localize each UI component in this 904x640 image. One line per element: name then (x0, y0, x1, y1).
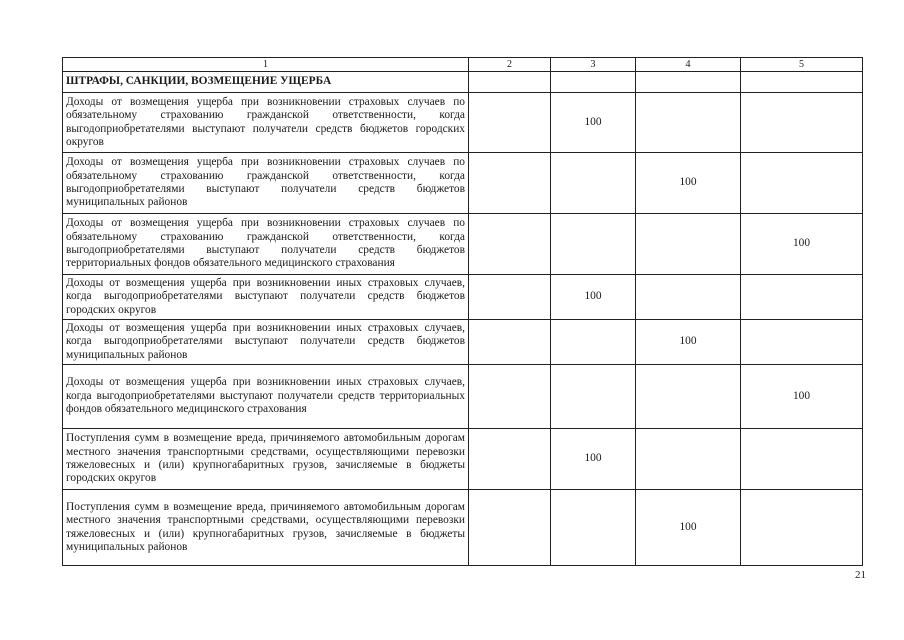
value-cell (469, 275, 551, 320)
value-cell: 100 (636, 490, 741, 566)
row-description: Доходы от возмещения ущерба при возникновении иных страховых случаев, когда выгодоприобретателями выступают получатели средств бюджетов муниципальных районов (63, 320, 469, 365)
table-row (63, 365, 863, 429)
value-cell (469, 490, 551, 566)
table-cell (741, 72, 863, 93)
column-header: 5 (741, 58, 863, 72)
table-row (63, 93, 863, 153)
value-cell (741, 275, 863, 320)
value-cell: 100 (741, 214, 863, 275)
value-cell (741, 320, 863, 365)
revenue-table (62, 57, 863, 566)
value-cell (636, 429, 741, 490)
value-cell (469, 365, 551, 429)
column-header: 2 (469, 58, 551, 72)
table-row (63, 275, 863, 320)
value-cell: 100 (551, 93, 636, 153)
table-row (63, 429, 863, 490)
value-cell (636, 275, 741, 320)
value-cell (469, 320, 551, 365)
value-cell (469, 93, 551, 153)
column-header: 3 (551, 58, 636, 72)
row-description: Доходы от возмещения ущерба при возникновении страховых случаев по обязательному страхованию гражданской ответственности, когда выгодоприобретателями выступают получатели средств бюджетов территориальных фондов обязательного медицинского страхования (63, 214, 469, 275)
page-number: 21 (855, 569, 866, 581)
value-cell (469, 153, 551, 214)
row-description: Доходы от возмещения ущерба при возникновении страховых случаев по обязательному страхованию гражданской ответственности, когда выгодоприобретателями выступают получатели средств бюджетов городских округов (63, 93, 469, 153)
row-description: Доходы от возмещения ущерба при возникновении иных страховых случаев, когда выгодоприобретателями выступают получатели средств бюджетов городских округов (63, 275, 469, 320)
row-description: Поступления сумм в возмещение вреда, причиняемого автомобильным дорогам местного значения транспортными средствами, осуществляющими перевозки тяжеловесных и (или) крупногабаритных грузов, зачисляемые в бюджеты городских округов (63, 429, 469, 490)
value-cell: 100 (551, 429, 636, 490)
section-row (63, 72, 863, 93)
column-header: 4 (636, 58, 741, 72)
value-cell (741, 153, 863, 214)
value-cell (551, 320, 636, 365)
column-header-row (63, 58, 863, 72)
value-cell (741, 429, 863, 490)
value-cell: 100 (551, 275, 636, 320)
table-cell (469, 72, 551, 93)
value-cell: 100 (636, 153, 741, 214)
value-cell (636, 93, 741, 153)
value-cell (551, 153, 636, 214)
table-cell (636, 72, 741, 93)
value-cell (636, 365, 741, 429)
row-description: Доходы от возмещения ущерба при возникновении иных страховых случаев, когда выгодоприобретателями выступают получатели средств территориальных фондов обязательного медицинского страхования (63, 365, 469, 429)
value-cell (551, 214, 636, 275)
value-cell (551, 490, 636, 566)
value-cell (469, 214, 551, 275)
table-cell (551, 72, 636, 93)
value-cell (469, 429, 551, 490)
value-cell (551, 365, 636, 429)
section-title: ШТРАФЫ, САНКЦИИ, ВОЗМЕЩЕНИЕ УЩЕРБА (63, 72, 469, 93)
table-row (63, 490, 863, 566)
table-row (63, 320, 863, 365)
value-cell (741, 490, 863, 566)
value-cell (636, 214, 741, 275)
table-row (63, 214, 863, 275)
table-row (63, 153, 863, 214)
value-cell: 100 (636, 320, 741, 365)
value-cell: 100 (741, 365, 863, 429)
row-description: Доходы от возмещения ущерба при возникновении страховых случаев по обязательному страхованию гражданской ответственности, когда выгодоприобретателями выступают получатели средств бюджетов муниципальных районов (63, 153, 469, 214)
value-cell (741, 93, 863, 153)
row-description: Поступления сумм в возмещение вреда, причиняемого автомобильным дорогам местного значения транспортными средствами, осуществляющими перевозки тяжеловесных и (или) крупногабаритных грузов, зачисляемые в бюджеты муниципальных районов (63, 490, 469, 566)
column-header: 1 (63, 58, 469, 72)
